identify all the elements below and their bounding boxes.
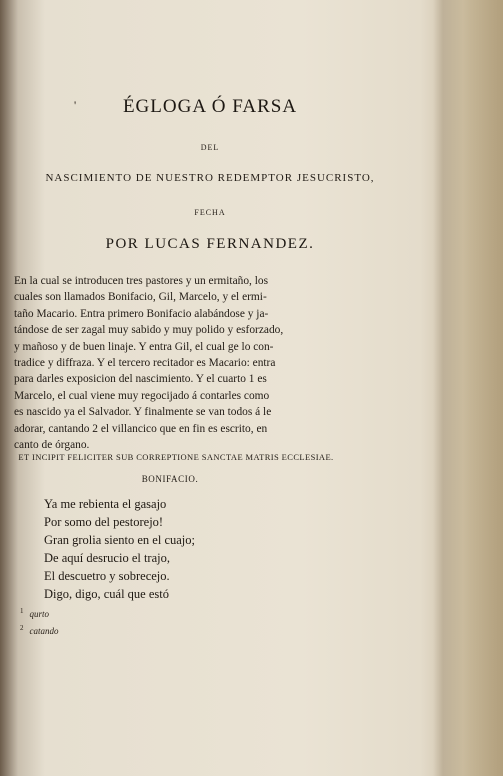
fecha-label: FECHA (194, 208, 226, 217)
footnote-text: catando (29, 626, 59, 636)
argument-paragraph (14, 273, 326, 453)
prose-line: En la cual se introducen tres pastores y un ermitaño, los (14, 275, 269, 287)
title-connector: DEL (200, 143, 220, 152)
verse-line: Digo, digo, cuál que estó (44, 587, 169, 601)
prose-line: tándose de ser zagal muy sabido y muy polido y esforzado, (14, 324, 284, 337)
verse-line: Gran grolia siento en el cuajo; (44, 533, 195, 547)
footnote-number: 2 (20, 624, 24, 632)
prose-line: es nascido ya el Salvador. Y finalmente se van todos á le (14, 406, 272, 419)
footnote-number: 1 (20, 607, 24, 615)
footnotes (20, 604, 59, 638)
speaker-name: BONIFACIO. (141, 474, 199, 484)
prose-line: para darles exposicion del nascimiento. Y el cuarto 1 es (14, 373, 267, 386)
footnote-text: qurto (29, 609, 50, 619)
author-line: POR LUCAS FERNANDEZ. (105, 236, 315, 252)
page-edge-shadow (433, 0, 503, 776)
prose-line: tradice y diffraza. Y el tercero recitador es Macario: entra (14, 357, 276, 370)
stray-mark: ' (74, 98, 77, 112)
prose-line: canto de órgano. (14, 439, 90, 452)
footnote (20, 621, 59, 638)
verse-line: Ya me rebienta el gasajo (44, 497, 167, 511)
prose-line: y mañoso y de buen linaje. Y entra Gil, el cual ge lo con- (14, 340, 274, 353)
verse-line: El descuetro y sobrecejo. (44, 569, 170, 583)
prose-line: Marcelo, el cual viene muy regocijado á contarles como (14, 389, 270, 402)
prose-line: taño Macario. Entra primero Bonifacio alabándose y ja- (14, 307, 269, 320)
verse-block (44, 495, 195, 603)
prose-line: adorar, cantando 2 el villancico que en fin es escrito, en (14, 422, 268, 435)
verse-line: De aquí desrucio el trajo, (44, 551, 170, 565)
prose-line: cuales son llamados Bonifacio, Gil, Marcelo, y el ermi- (14, 291, 267, 304)
subtitle: NASCIMIENTO DE NUESTRO REDEMPTOR JESUCRISTO, (45, 172, 375, 184)
verse-line: Por somo del pestorejo! (44, 515, 164, 529)
footnote (20, 604, 59, 621)
page-title: ÉGLOGA Ó FARSA (122, 96, 298, 117)
incipit-line: ET INCIPIT FELICITER SUB CORREPTIONE SANCTAE MATRIS ECCLESIAE. (18, 452, 334, 462)
